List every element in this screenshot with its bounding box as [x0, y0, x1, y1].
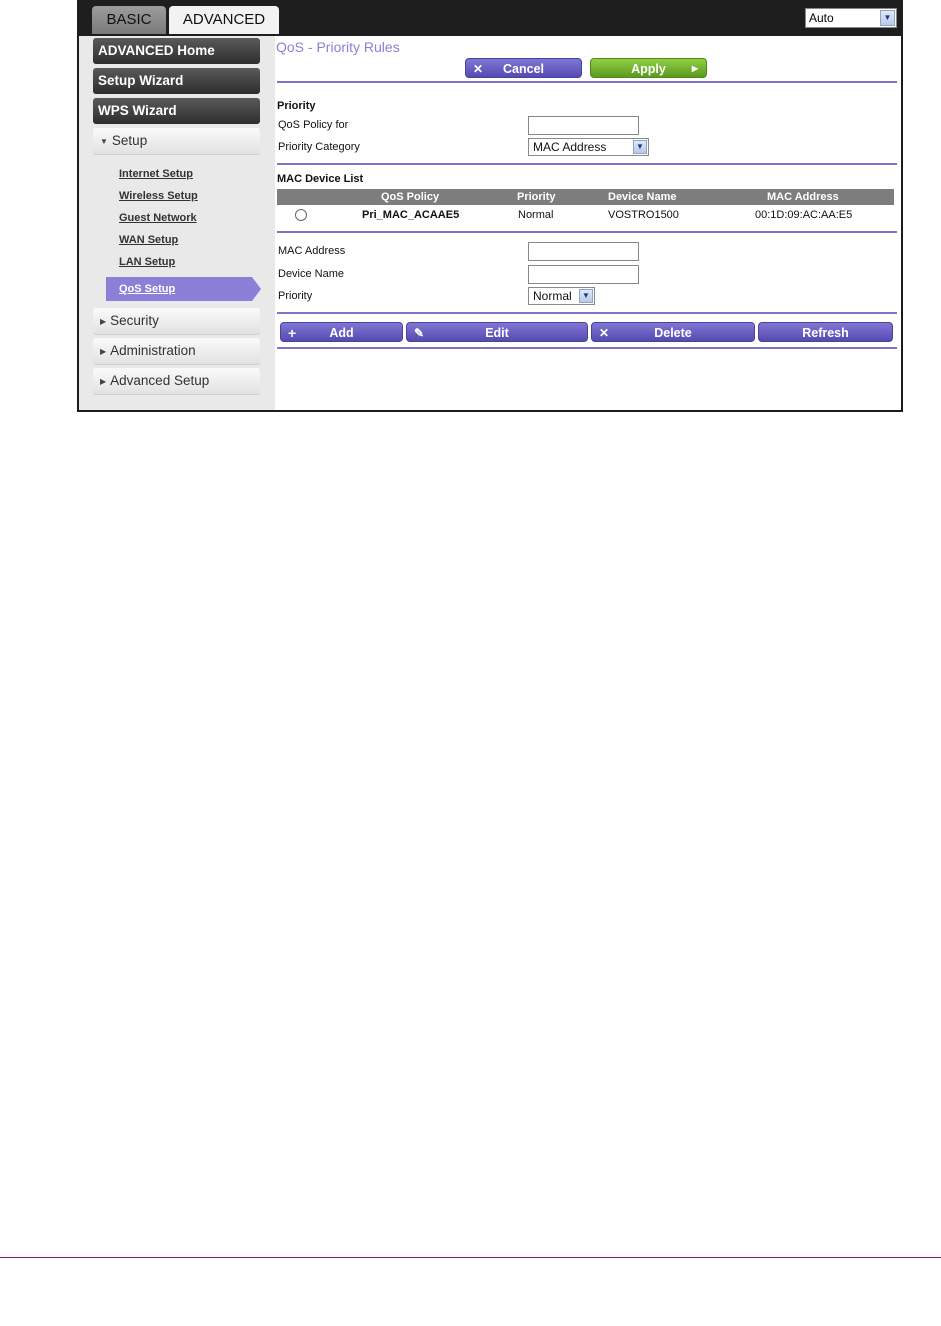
- main-content: [275, 36, 901, 410]
- sidebar-setup-label: Setup: [111, 133, 148, 148]
- priority-heading: Priority: [277, 100, 316, 112]
- divider: [277, 231, 897, 233]
- sidebar-advanced-setup[interactable]: [93, 368, 260, 394]
- chevron-down-icon: ▼: [579, 289, 593, 303]
- column-device-name: Device Name: [608, 191, 677, 203]
- delete-button[interactable]: ✕ Delete: [591, 322, 755, 342]
- tab-basic[interactable]: BASIC: [92, 6, 166, 34]
- qos-policy-for-label: QoS Policy for: [278, 119, 349, 131]
- cell-device-name: VOSTRO1500: [608, 209, 679, 221]
- caret-right-icon: ▶: [100, 347, 107, 356]
- cell-mac-address: 00:1D:09:AC:AA:E5: [755, 209, 853, 221]
- device-name-input[interactable]: [528, 265, 639, 284]
- mac-address-label: MAC Address: [278, 245, 346, 257]
- divider: [277, 312, 897, 314]
- pencil-icon: ✎: [414, 326, 425, 340]
- priority-select[interactable]: Normal ▼: [528, 287, 595, 305]
- chevron-down-icon: ▼: [633, 140, 647, 154]
- footer-rule: [0, 1257, 941, 1258]
- chevron-down-icon: ▼: [880, 10, 895, 26]
- caret-right-icon: ▶: [100, 377, 107, 386]
- sidebar-wps-wizard[interactable]: WPS Wizard: [93, 98, 260, 124]
- arrow-right-icon: ▶: [691, 64, 698, 73]
- add-button[interactable]: + Add: [280, 322, 403, 342]
- cell-qos-policy: Pri_MAC_ACAAE5: [362, 209, 460, 221]
- row-radio[interactable]: [295, 209, 307, 221]
- mac-address-input[interactable]: [528, 242, 639, 261]
- table-header: [277, 189, 894, 205]
- column-mac-address: MAC Address: [767, 191, 839, 203]
- top-bar: [77, 0, 903, 36]
- sidebar-item-wan-setup[interactable]: WAN Setup: [119, 234, 179, 246]
- router-admin-frame: [77, 0, 903, 412]
- sidebar-security[interactable]: [93, 308, 260, 334]
- divider: [277, 81, 897, 83]
- sidebar-administration[interactable]: [93, 338, 260, 364]
- close-icon: ✕: [473, 62, 484, 76]
- sidebar-item-qos-setup[interactable]: [106, 277, 252, 301]
- qos-policy-for-input[interactable]: [528, 116, 639, 135]
- cancel-button[interactable]: ✕ Cancel: [465, 58, 582, 78]
- sidebar-item-guest-network[interactable]: Guest Network: [119, 212, 197, 224]
- column-priority: Priority: [517, 191, 556, 203]
- caret-right-icon: ▶: [100, 317, 107, 326]
- sidebar-setup-wizard[interactable]: Setup Wizard: [93, 68, 260, 94]
- sidebar-security-label: Security: [110, 313, 159, 328]
- device-name-label: Device Name: [278, 268, 345, 280]
- sidebar-advanced-setup-label: Advanced Setup: [110, 373, 210, 388]
- priority-label: Priority: [278, 290, 313, 302]
- sidebar-item-wireless-setup[interactable]: Wireless Setup: [119, 190, 198, 202]
- divider: [277, 347, 897, 349]
- sidebar-advanced-home[interactable]: ADVANCED Home: [93, 38, 260, 64]
- cell-priority: Normal: [518, 209, 554, 221]
- active-pointer: [252, 277, 261, 301]
- tab-advanced[interactable]: ADVANCED: [169, 6, 279, 34]
- edit-button[interactable]: ✎ Edit: [406, 322, 588, 342]
- language-select[interactable]: [805, 8, 897, 28]
- refresh-button[interactable]: Refresh: [758, 322, 893, 342]
- sidebar: [79, 36, 275, 410]
- plus-icon: +: [288, 325, 297, 341]
- sidebar-item-lan-setup[interactable]: LAN Setup: [119, 256, 176, 268]
- close-icon: ✕: [599, 326, 610, 340]
- sidebar-item-qos-setup-label: QoS Setup: [119, 283, 176, 295]
- caret-down-icon: ▼: [100, 137, 108, 146]
- sidebar-setup[interactable]: [93, 128, 260, 154]
- divider: [277, 163, 897, 165]
- column-qos-policy: QoS Policy: [381, 191, 440, 203]
- table-row[interactable]: [277, 207, 894, 225]
- sidebar-item-internet-setup[interactable]: Internet Setup: [119, 168, 193, 180]
- priority-category-select[interactable]: MAC Address ▼: [528, 138, 649, 156]
- sidebar-administration-label: Administration: [110, 343, 196, 358]
- page-title: QoS - Priority Rules: [276, 39, 400, 55]
- language-select-value: Auto: [809, 11, 834, 25]
- mac-device-list-heading: MAC Device List: [277, 173, 364, 185]
- apply-button[interactable]: Apply ▶: [590, 58, 707, 78]
- priority-category-label: Priority Category: [278, 141, 360, 153]
